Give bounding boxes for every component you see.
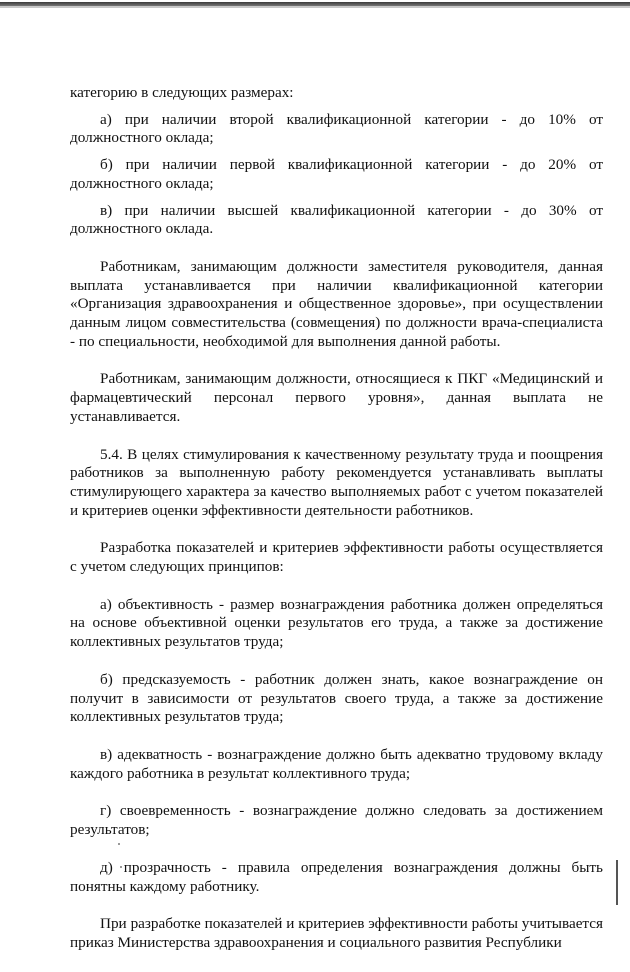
paragraph-principles-intro: Разработка показателей и критериев эффективности работы осуществляется с учетом следующих принципов: — [70, 539, 603, 576]
paragraph-section-5-4: 5.4. В целях стимулирования к качественному результату труда и поощрения работников за выполненную работу рекомендуется устанавливать выплаты стимулирующего характера за качество выполняемых работ с учетом показателей и критериев оценки эффективности деятельности работников. — [70, 445, 603, 519]
paragraph-ministry-order: При разработке показателей и критериев эффективности работы учитывается приказ Министерства здравоохранения и социального развития Республики — [70, 915, 603, 951]
paragraph-pkg-first-level: Работникам, занимающим должности, относящиеся к ПКГ «Медицинский и фармацевтический персонал первого уровня», данная выплата не устанавливается. — [70, 370, 603, 425]
paragraph-second-category: а) при наличии второй квалификационной категории - до 10% от должностного оклада; — [70, 110, 603, 147]
paragraph-objectivity: а) объективность - размер вознаграждения работника должен определяться на основе объективной оценки результатов его труда, а также за достижение коллективных результатов труда; — [70, 595, 603, 651]
paragraph-deputy-heads: Работникам, занимающим должности заместителя руководителя, данная выплата устанавливается при наличии квалификационной категории «Организация здравоохранения и общественное здоровье», при осуществлении данным лицом совместительства (совмещения) по должности врача-специалиста - по специальности, необходимой для выполнения данной работы. — [70, 257, 603, 350]
paragraph-predictability: б) предсказуемость - работник должен знать, какое вознаграждение он получит в зависимости от результатов своего труда, а также за достижение коллективных результатов труда; — [70, 670, 603, 726]
paragraph-timeliness: г) своевременность - вознаграждение должно следовать за достижением результатов; — [70, 802, 603, 839]
document-page — [70, 84, 603, 972]
scan-top-shadow — [0, 6, 630, 8]
paragraph-sizes-intro: категорию в следующих размерах: — [70, 84, 294, 101]
paragraph-first-category: б) при наличии первой квалификационной категории - до 20% от должностного оклада; — [70, 156, 603, 192]
paragraph-adequacy: в) адекватность - вознаграждение должно быть адекватно трудовому вкладу каждого работника в результат коллективного труда; — [70, 745, 603, 782]
scan-right-edge — [616, 860, 618, 905]
paragraph-highest-category: в) при наличии высшей квалификационной категории - до 30% от должностного оклада. — [70, 201, 603, 238]
paragraph-transparency: д) прозрачность - правила определения вознаграждения должны быть понятны каждому работнику. — [70, 858, 603, 895]
